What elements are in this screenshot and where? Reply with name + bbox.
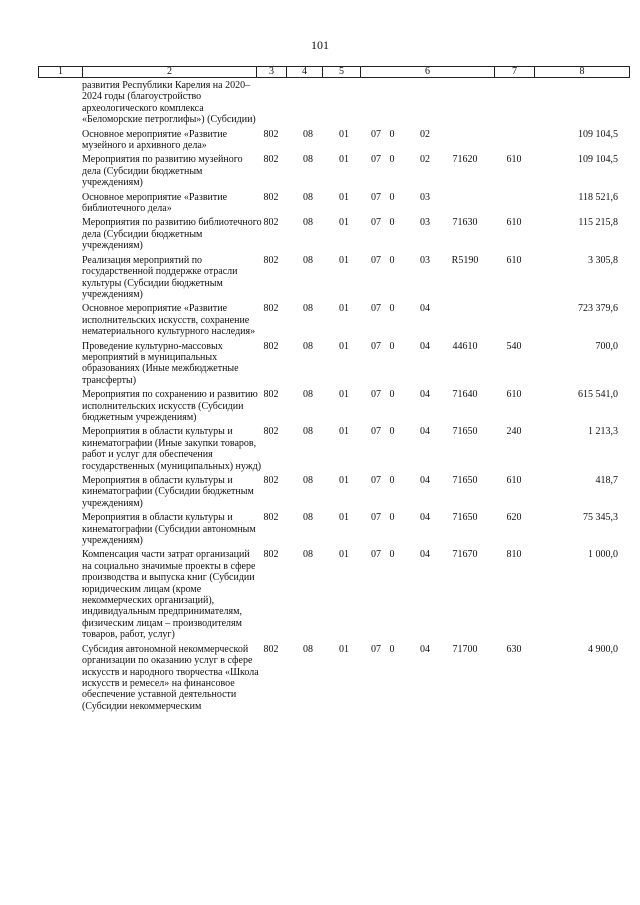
row-col-5: 01 — [339, 426, 349, 438]
table-row — [38, 129, 630, 152]
row-col-8: 118 521,6 — [578, 191, 618, 203]
table-row — [38, 303, 630, 337]
row-col-6c: 04 — [420, 303, 430, 315]
row-col-6b: 0 — [389, 128, 395, 140]
row-col-7: 810 — [506, 549, 522, 561]
row-col-6c: 04 — [420, 340, 430, 352]
budget-table — [38, 80, 630, 712]
row-col-6c: 03 — [420, 191, 430, 203]
table-row — [38, 255, 630, 301]
row-col-4: 08 — [303, 340, 313, 352]
row-col-3: 802 — [263, 191, 279, 203]
row-col-4: 08 — [303, 389, 313, 401]
row-col-5: 01 — [339, 475, 349, 486]
table-row — [38, 341, 630, 387]
row-col-3: 802 — [263, 389, 279, 401]
row-col-3: 802 — [263, 154, 279, 166]
row-col-6d: 71650 — [452, 426, 478, 438]
row-col-6b: 0 — [389, 254, 395, 266]
row-col-4: 08 — [303, 549, 313, 561]
row-col-6a: 07 — [371, 426, 381, 438]
row-col-6d: 71620 — [452, 154, 478, 166]
row-col-5: 01 — [339, 217, 349, 229]
row-name: Мероприятия в области культуры и кинематографии (Субсидии бюджетным учреждениям) — [82, 475, 254, 509]
table-row — [38, 192, 630, 215]
row-col-7: 610 — [506, 154, 522, 166]
row-col-5: 01 — [339, 191, 349, 203]
row-col-8: 1 000,0 — [588, 549, 618, 561]
row-col-3: 802 — [263, 643, 279, 655]
row-col-6b: 0 — [389, 549, 395, 561]
row-col-6b: 0 — [389, 340, 395, 352]
row-col-3: 802 — [263, 254, 279, 266]
row-col-6b: 0 — [389, 512, 395, 524]
row-col-6b: 0 — [389, 154, 395, 166]
row-col-4: 08 — [303, 128, 313, 140]
table-row — [38, 549, 630, 640]
row-col-5: 01 — [339, 303, 349, 315]
row-col-6a: 07 — [371, 154, 381, 166]
row-col-6c: 03 — [420, 217, 430, 229]
row-col-6b: 0 — [389, 303, 395, 315]
row-col-6a: 07 — [371, 549, 381, 561]
row-col-5: 01 — [339, 154, 349, 166]
row-col-6c: 04 — [420, 549, 430, 561]
row-col-3: 802 — [263, 426, 279, 438]
row-col-3: 802 — [263, 475, 279, 486]
row-col-5: 01 — [339, 254, 349, 266]
row-name: Основное мероприятие «Развитие библиотечного дела» — [82, 191, 228, 215]
header-col-7: 7 — [495, 67, 535, 77]
table-header — [38, 66, 630, 78]
row-col-8: 109 104,5 — [578, 128, 618, 140]
row-col-7: 540 — [506, 340, 522, 352]
row-col-6a: 07 — [371, 254, 381, 266]
row-name: Основное мероприятие «Развитие музейного и архивного дела» — [82, 128, 228, 152]
row-col-6a: 07 — [371, 191, 381, 203]
row-col-6d: 44610 — [452, 340, 478, 352]
row-col-5: 01 — [339, 643, 349, 655]
row-col-6c: 04 — [420, 389, 430, 401]
page-number: 101 — [311, 38, 329, 52]
table-row — [38, 154, 630, 188]
row-col-7: 610 — [506, 389, 522, 401]
row-col-3: 802 — [263, 128, 279, 140]
row-col-4: 08 — [303, 191, 313, 203]
row-col-6c: 04 — [420, 512, 430, 524]
row-col-6b: 0 — [389, 191, 395, 203]
table-row — [38, 426, 630, 472]
row-col-5: 01 — [339, 340, 349, 352]
row-col-4: 08 — [303, 154, 313, 166]
row-col-8: 115 215,8 — [578, 217, 618, 229]
row-col-3: 802 — [263, 217, 279, 229]
row-name: Мероприятия в области культуры и кинематографии (Субсидии автономным учреждениям) — [82, 512, 256, 547]
table-row — [38, 389, 630, 423]
header-col-6: 6 — [361, 67, 495, 77]
row-col-7: 240 — [506, 426, 522, 438]
row-col-5: 01 — [339, 512, 349, 524]
header-col-8: 8 — [579, 66, 585, 77]
row-col-8: 75 345,3 — [583, 512, 618, 524]
row-col-6a: 07 — [371, 389, 381, 401]
row-name: Мероприятия по развитию музейного дела (Субсидии бюджетным учреждениям) — [82, 154, 243, 189]
row-name: Мероприятия в области культуры и кинематографии (Иные закупки товаров, работ и услуг для обеспечения государственных (муниципальных) нужд) — [82, 426, 262, 472]
row-col-6b: 0 — [389, 426, 395, 438]
row-col-6b: 0 — [389, 389, 395, 401]
row-col-6a: 07 — [371, 303, 381, 315]
row-col-6c: 04 — [420, 643, 430, 655]
row-col-6d: 71650 — [452, 475, 478, 486]
row-col-6d: R5190 — [451, 254, 479, 266]
row-name: Субсидия автономной некоммерческой организации по оказанию услуг в сфере искусств и народного творчества «Школа искусств и ремесел» на финансовое обеспечение уставной деятельности (Субсидии некоммерческим — [82, 643, 259, 712]
row-col-6d: 71630 — [452, 217, 478, 229]
row-col-5: 01 — [339, 549, 349, 561]
row-col-7: 630 — [506, 643, 522, 655]
row-col-8: 418,7 — [595, 475, 618, 486]
row-col-8: 615 541,0 — [578, 389, 618, 401]
row-col-6d: 71700 — [452, 643, 478, 655]
table-row — [38, 475, 630, 509]
header-col-3: 3 — [257, 67, 287, 77]
row-col-6a: 07 — [371, 128, 381, 140]
row-col-6c: 04 — [420, 475, 430, 486]
row-col-4: 08 — [303, 475, 313, 486]
table-row — [38, 644, 630, 712]
row-col-7: 610 — [506, 217, 522, 229]
row-col-7: 610 — [506, 475, 522, 486]
row-name: Проведение культурно-массовых мероприятий в муниципальных образованиях (Иные межбюджетные трансферты) — [82, 340, 239, 386]
row-col-4: 08 — [303, 512, 313, 524]
row-col-4: 08 — [303, 303, 313, 315]
row-name: развития Республики Карелия на 2020–2024 годы (благоустройство археологического комплекса «Беломорские петроглифы») (Субсидии) — [82, 80, 256, 126]
table-row — [38, 512, 630, 546]
row-col-7: 610 — [506, 254, 522, 266]
row-col-3: 802 — [263, 512, 279, 524]
row-col-6d: 71650 — [452, 512, 478, 524]
header-col-1: 1 — [39, 67, 83, 77]
row-col-8: 700,0 — [595, 340, 618, 352]
row-col-7: 620 — [506, 512, 522, 524]
row-col-6d: 71640 — [452, 389, 478, 401]
table-row — [38, 80, 630, 126]
row-col-8: 4 900,0 — [588, 643, 618, 655]
row-col-8: 3 305,8 — [588, 254, 618, 266]
row-col-6b: 0 — [389, 643, 395, 655]
row-col-5: 01 — [339, 128, 349, 140]
row-col-3: 802 — [263, 549, 279, 561]
row-col-4: 08 — [303, 217, 313, 229]
row-col-4: 08 — [303, 426, 313, 438]
header-col-4: 4 — [287, 67, 323, 77]
row-col-5: 01 — [339, 389, 349, 401]
row-col-6d: 71670 — [452, 549, 478, 561]
row-col-6a: 07 — [371, 340, 381, 352]
row-col-8: 109 104,5 — [578, 154, 618, 166]
header-col-5: 5 — [323, 67, 361, 77]
row-col-3: 802 — [263, 340, 279, 352]
row-col-6a: 07 — [371, 475, 381, 486]
row-col-6c: 02 — [420, 154, 430, 166]
header-col-2: 2 — [83, 67, 257, 77]
row-col-6a: 07 — [371, 217, 381, 229]
row-col-4: 08 — [303, 254, 313, 266]
row-col-6b: 0 — [389, 475, 395, 486]
table-row — [38, 217, 630, 251]
row-col-6c: 04 — [420, 426, 430, 438]
row-name: Реализация мероприятий по государственной поддержке отрасли культуры (Субсидии бюджетным учреждениям) — [82, 254, 238, 300]
row-col-6a: 07 — [371, 512, 381, 524]
row-col-6c: 03 — [420, 254, 430, 266]
row-col-8: 723 379,6 — [578, 303, 618, 315]
row-col-3: 802 — [263, 303, 279, 315]
row-col-6c: 02 — [420, 128, 430, 140]
row-name: Мероприятия по развитию библиотечного дела (Субсидии бюджетным учреждениям) — [82, 217, 262, 252]
row-name: Компенсация части затрат организаций на социально значимые проекты в сфере производства и выпуска книг (Субсидии юридическим лицам (кроме некоммерческих организаций), индивидуальным предпринимателям, физическим лицам – производителям товаров, работ, услуг) — [82, 549, 256, 641]
row-col-6b: 0 — [389, 217, 395, 229]
row-name: Основное мероприятие «Развитие исполнительских искусств, сохранение нематериального культурного наследия» — [82, 303, 256, 338]
row-col-8: 1 213,3 — [588, 426, 618, 438]
row-col-4: 08 — [303, 643, 313, 655]
row-col-6a: 07 — [371, 643, 381, 655]
row-name: Мероприятия по сохранению и развитию исполнительских искусств (Субсидии бюджетным учреждениям) — [82, 389, 258, 423]
